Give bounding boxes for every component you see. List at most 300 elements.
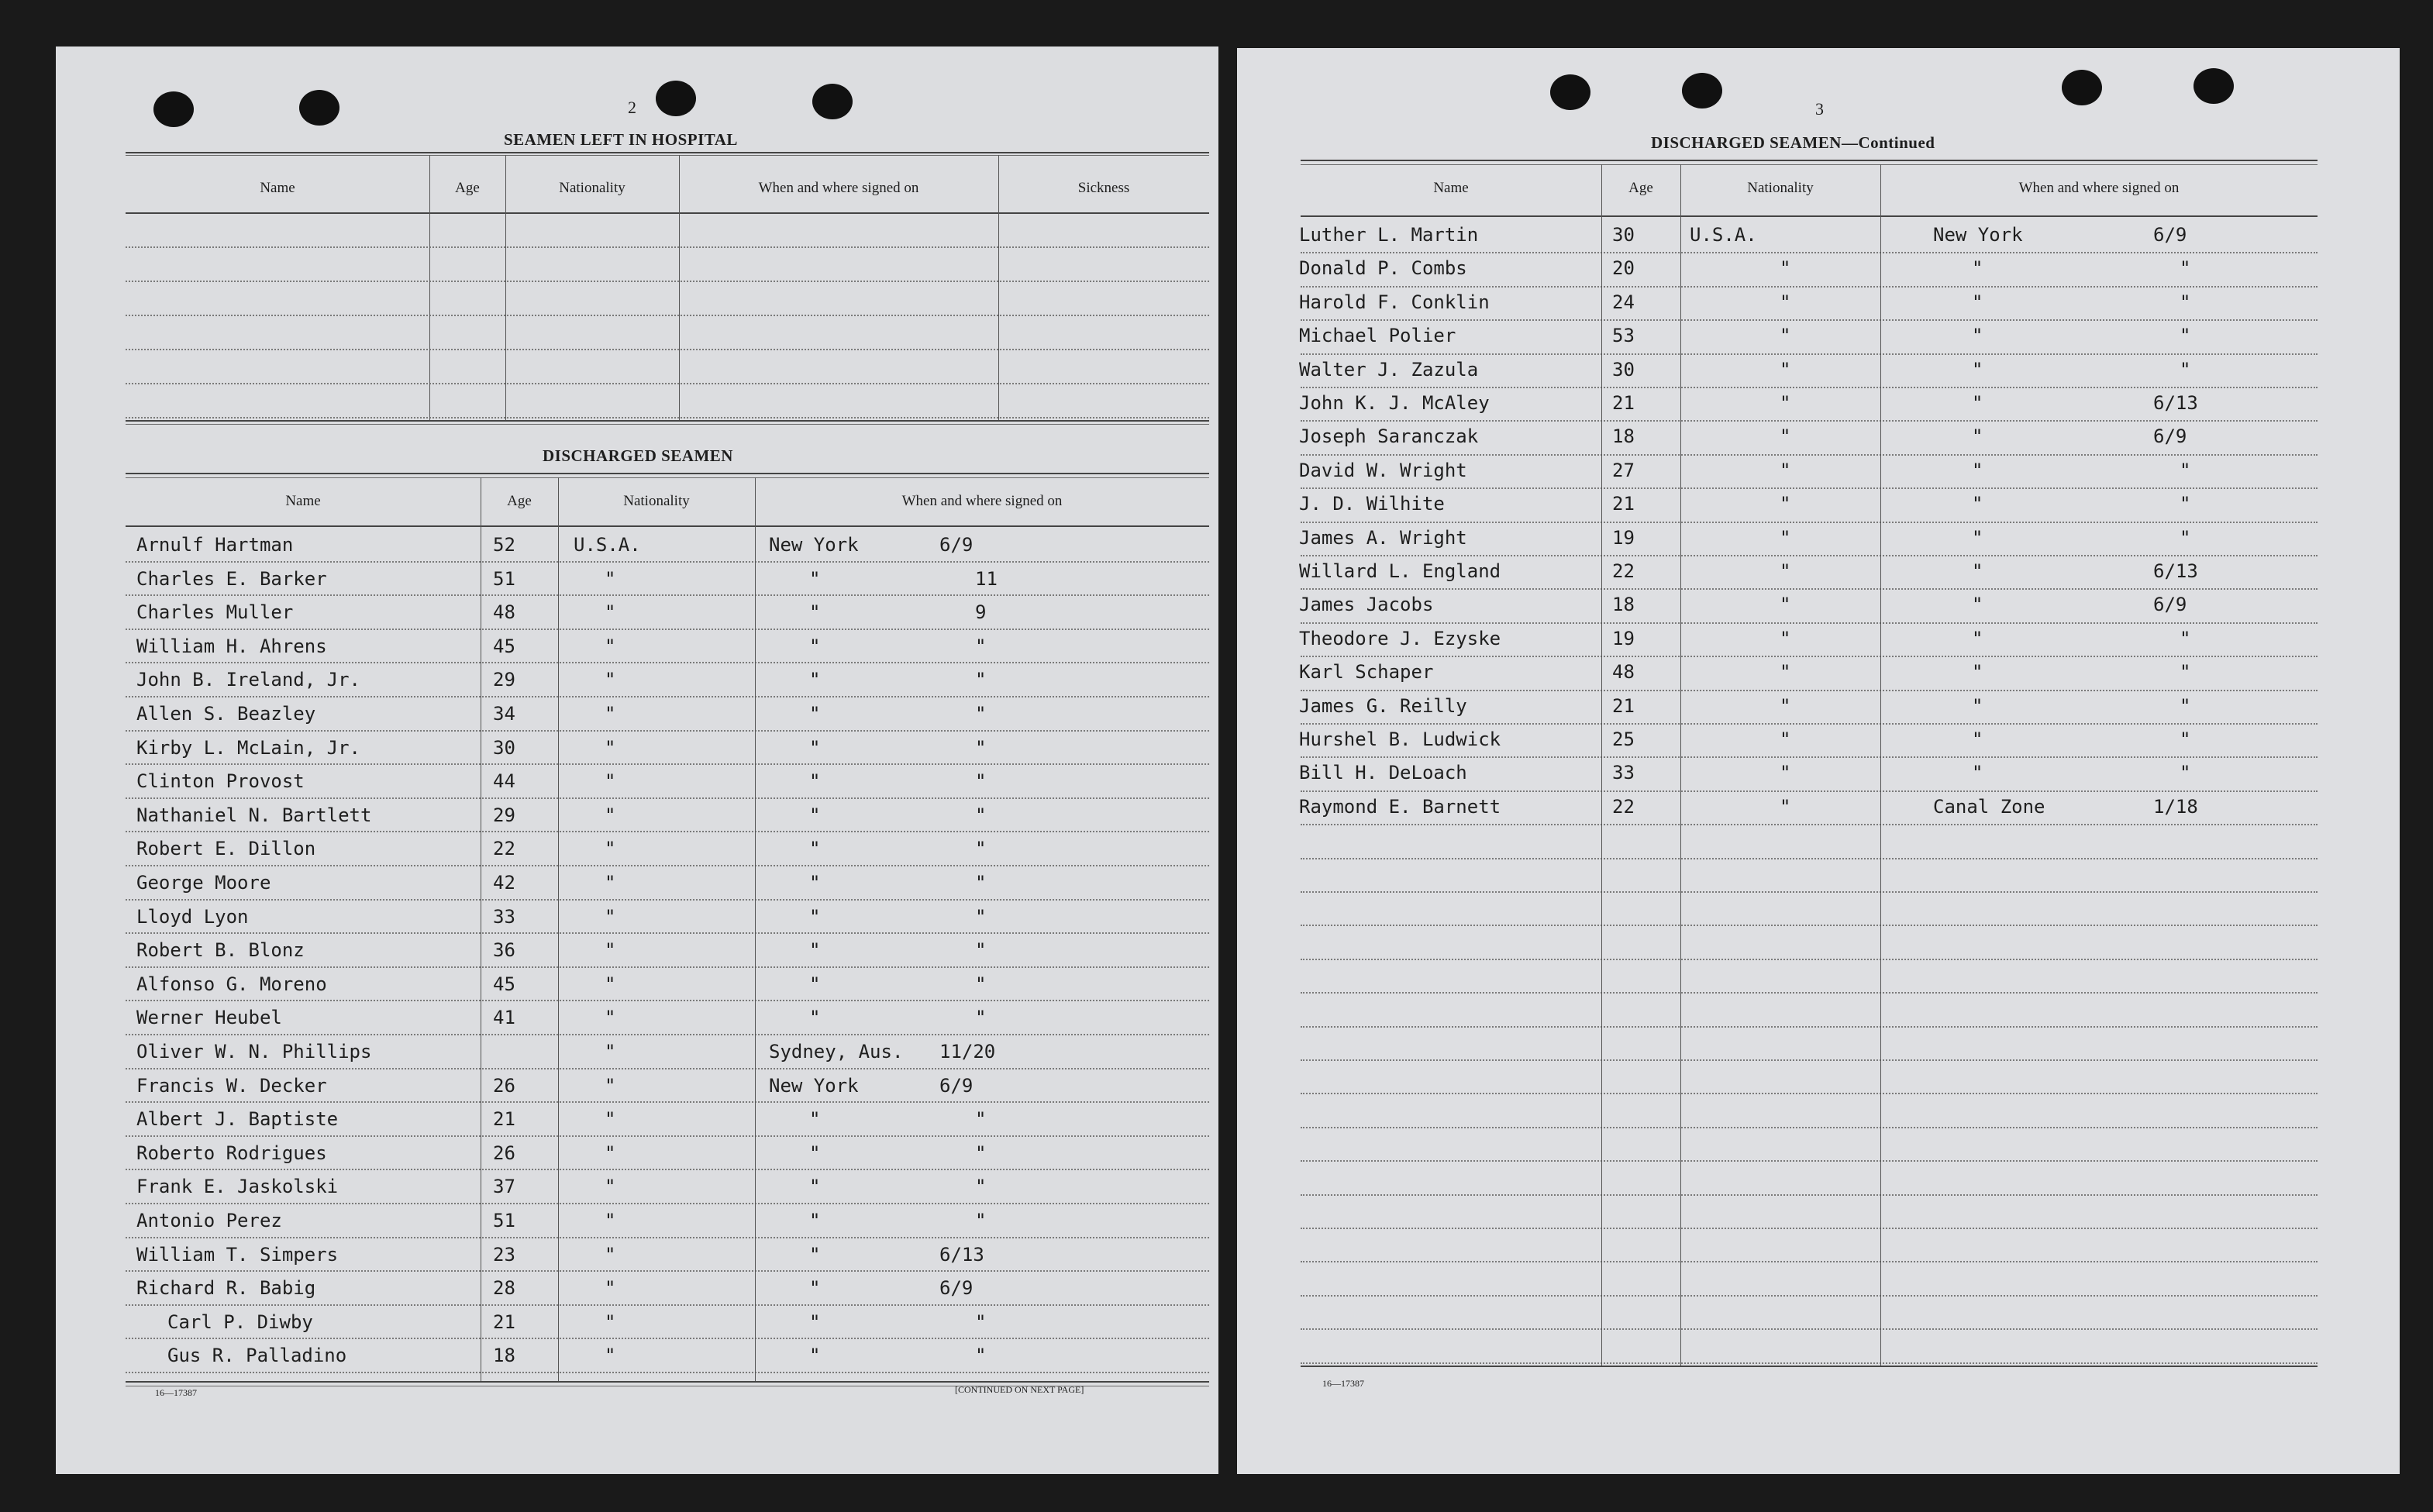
row-divider bbox=[1301, 824, 2318, 825]
signed-on-place: " bbox=[809, 973, 821, 995]
signed-on-date: " bbox=[2180, 358, 2191, 381]
row-divider bbox=[126, 1101, 1209, 1103]
punch-hole bbox=[299, 90, 339, 126]
signed-on-place: " bbox=[809, 1311, 821, 1333]
signed-on-place: " bbox=[809, 1210, 821, 1231]
seaman-nationality: U.S.A. bbox=[574, 534, 641, 556]
row-divider bbox=[126, 1169, 1209, 1170]
row-divider bbox=[126, 899, 1209, 901]
signed-on-date: " bbox=[975, 973, 987, 995]
row-divider bbox=[126, 315, 1209, 316]
signed-on-date: " bbox=[975, 770, 987, 793]
form-number: 16—17387 bbox=[155, 1387, 197, 1398]
row-divider bbox=[126, 1304, 1209, 1306]
seaman-age: 48 bbox=[493, 601, 515, 624]
signed-on-date: " bbox=[2180, 291, 2191, 313]
column-header: Age bbox=[507, 493, 532, 509]
seaman-name: Gus R. Palladino bbox=[167, 1345, 347, 1367]
row-divider bbox=[126, 1203, 1209, 1204]
signed-on-place: " bbox=[809, 939, 821, 962]
signed-on-place: New York bbox=[1933, 224, 2023, 246]
seaman-age: 26 bbox=[493, 1142, 515, 1164]
column-header: Name bbox=[1433, 180, 1469, 196]
seaman-name: Hurshel B. Ludwick bbox=[1299, 728, 1501, 750]
row-divider bbox=[126, 1000, 1209, 1001]
signed-on-place: " bbox=[809, 1007, 821, 1029]
continued-note: [CONTINUED ON NEXT PAGE] bbox=[955, 1384, 1084, 1395]
seaman-nationality: " bbox=[605, 770, 616, 793]
row-divider bbox=[1301, 959, 2318, 960]
row-divider bbox=[126, 561, 1209, 563]
seaman-nationality: " bbox=[1780, 661, 1791, 684]
row-divider bbox=[126, 594, 1209, 596]
seaman-name: William T. Simpers bbox=[136, 1243, 339, 1266]
row-divider bbox=[126, 932, 1209, 934]
seaman-age: 19 bbox=[1612, 526, 1635, 549]
signed-on-place: " bbox=[1972, 392, 1983, 414]
seaman-name: James Jacobs bbox=[1299, 594, 1434, 616]
seaman-age: 27 bbox=[1612, 459, 1635, 481]
seaman-age: 37 bbox=[493, 1176, 515, 1198]
seaman-nationality: " bbox=[605, 1243, 616, 1266]
seaman-age: 52 bbox=[493, 534, 515, 556]
row-divider bbox=[126, 1372, 1209, 1373]
column-divider bbox=[755, 477, 756, 1381]
seaman-nationality: " bbox=[605, 1176, 616, 1198]
seaman-nationality: " bbox=[1780, 392, 1791, 414]
seaman-name: Albert J. Baptiste bbox=[136, 1108, 339, 1131]
signed-on-date: " bbox=[975, 1007, 987, 1029]
signed-on-place: " bbox=[1972, 694, 1983, 717]
row-divider bbox=[1301, 454, 2318, 456]
column-header: When and where signed on bbox=[758, 180, 919, 196]
seaman-name: Harold F. Conklin bbox=[1299, 291, 1490, 313]
signed-on-place: " bbox=[809, 1108, 821, 1131]
signed-on-date: " bbox=[975, 1142, 987, 1164]
signed-on-date: " bbox=[975, 838, 987, 860]
column-divider bbox=[558, 477, 559, 1381]
seaman-nationality: " bbox=[605, 669, 616, 691]
row-divider bbox=[1301, 1160, 2318, 1162]
seaman-nationality: " bbox=[605, 1074, 616, 1097]
signed-on-place: " bbox=[809, 905, 821, 928]
signed-on-date: 6/13 bbox=[2153, 560, 2198, 582]
signed-on-date: 6/9 bbox=[939, 1277, 974, 1300]
row-divider bbox=[1301, 1295, 2318, 1297]
seaman-name: Kirby L. McLain, Jr. bbox=[136, 736, 360, 759]
seaman-nationality: " bbox=[605, 1142, 616, 1164]
signed-on-date: 1/18 bbox=[2153, 795, 2198, 818]
row-divider bbox=[1301, 555, 2318, 556]
row-divider bbox=[126, 1338, 1209, 1339]
seaman-nationality: " bbox=[605, 736, 616, 759]
row-divider bbox=[1301, 656, 2318, 657]
signed-on-place: " bbox=[809, 1277, 821, 1300]
signed-on-place: " bbox=[1972, 459, 1983, 481]
seaman-name: David W. Wright bbox=[1299, 459, 1467, 481]
seaman-age: 25 bbox=[1612, 728, 1635, 750]
seaman-age: 21 bbox=[493, 1108, 515, 1131]
seaman-name: James G. Reilly bbox=[1299, 694, 1467, 717]
seaman-nationality: " bbox=[1780, 257, 1791, 280]
seaman-age: 21 bbox=[1612, 392, 1635, 414]
seaman-nationality: " bbox=[1780, 627, 1791, 649]
signed-on-date: " bbox=[975, 905, 987, 928]
signed-on-date: " bbox=[2180, 661, 2191, 684]
row-divider bbox=[1301, 690, 2318, 691]
signed-on-place: " bbox=[1972, 325, 1983, 347]
seaman-nationality: " bbox=[1780, 291, 1791, 313]
signed-on-place: " bbox=[809, 804, 821, 826]
seaman-nationality: " bbox=[1780, 694, 1791, 717]
signed-on-date: " bbox=[2180, 493, 2191, 515]
row-divider bbox=[1301, 622, 2318, 624]
column-divider bbox=[1880, 164, 1881, 1366]
signed-on-place: " bbox=[1972, 661, 1983, 684]
row-divider bbox=[126, 696, 1209, 697]
signed-on-date: " bbox=[975, 736, 987, 759]
column-header: Name bbox=[285, 493, 321, 509]
row-divider bbox=[126, 246, 1209, 248]
signed-on-place: " bbox=[809, 669, 821, 691]
signed-on-place: New York bbox=[769, 534, 859, 556]
signed-on-place: Canal Zone bbox=[1933, 795, 2045, 818]
discharged-section-title: DISCHARGED SEAMEN bbox=[543, 446, 733, 465]
signed-on-date: 6/13 bbox=[939, 1243, 984, 1266]
signed-on-date: 6/9 bbox=[2153, 594, 2187, 616]
seaman-age: 45 bbox=[493, 973, 515, 995]
seaman-age: 30 bbox=[493, 736, 515, 759]
signed-on-place: " bbox=[1972, 257, 1983, 280]
row-divider bbox=[126, 797, 1209, 799]
seaman-age: 44 bbox=[493, 770, 515, 793]
column-divider bbox=[1601, 164, 1602, 1366]
seaman-nationality: " bbox=[1780, 560, 1791, 582]
row-divider bbox=[1301, 790, 2318, 792]
signed-on-place: " bbox=[809, 1142, 821, 1164]
signed-on-place: " bbox=[1972, 358, 1983, 381]
seaman-name: John K. J. McAley bbox=[1299, 392, 1490, 414]
seaman-name: Nathaniel N. Bartlett bbox=[136, 804, 372, 826]
seaman-nationality: " bbox=[605, 872, 616, 894]
seaman-name: Richard R. Babig bbox=[136, 1277, 316, 1300]
seaman-name: James A. Wright bbox=[1299, 526, 1467, 549]
row-divider bbox=[126, 831, 1209, 832]
column-divider bbox=[679, 155, 680, 420]
seaman-age: 48 bbox=[1612, 661, 1635, 684]
signed-on-date: " bbox=[975, 1108, 987, 1131]
column-header: Name bbox=[260, 180, 295, 196]
punch-hole bbox=[812, 84, 853, 119]
row-divider bbox=[1301, 319, 2318, 321]
seaman-age: 22 bbox=[1612, 795, 1635, 818]
seaman-name: John B. Ireland, Jr. bbox=[136, 669, 360, 691]
signed-on-date: 6/9 bbox=[939, 534, 974, 556]
seaman-name: Antonio Perez bbox=[136, 1210, 282, 1231]
right-page bbox=[1237, 48, 2400, 1474]
seaman-name: Oliver W. N. Phillips bbox=[136, 1041, 372, 1063]
seaman-name: Walter J. Zazula bbox=[1299, 358, 1479, 381]
signed-on-place: " bbox=[809, 1345, 821, 1367]
seaman-name: Roberto Rodrigues bbox=[136, 1142, 327, 1164]
row-divider bbox=[1301, 387, 2318, 388]
seaman-age: 42 bbox=[493, 872, 515, 894]
row-divider bbox=[126, 417, 1209, 418]
seaman-age: 33 bbox=[493, 905, 515, 928]
row-divider bbox=[126, 629, 1209, 630]
seaman-nationality: " bbox=[605, 703, 616, 725]
row-divider bbox=[1301, 1026, 2318, 1028]
seaman-nationality: " bbox=[1780, 325, 1791, 347]
seaman-name: Francis W. Decker bbox=[136, 1074, 327, 1097]
signed-on-date: " bbox=[2180, 728, 2191, 750]
seaman-nationality: " bbox=[605, 973, 616, 995]
column-header: Sickness bbox=[1077, 180, 1130, 196]
form-number: 16—17387 bbox=[1322, 1378, 1364, 1389]
row-divider bbox=[1301, 756, 2318, 758]
signed-on-date: 11 bbox=[975, 567, 998, 590]
seaman-age: 28 bbox=[493, 1277, 515, 1300]
seaman-age: 33 bbox=[1612, 762, 1635, 784]
seaman-age: 29 bbox=[493, 804, 515, 826]
row-divider bbox=[126, 1068, 1209, 1069]
signed-on-date: " bbox=[975, 1210, 987, 1231]
signed-on-place: " bbox=[809, 1176, 821, 1198]
seaman-nationality: " bbox=[605, 1108, 616, 1131]
seaman-name: Allen S. Beazley bbox=[136, 703, 316, 725]
seaman-nationality: " bbox=[1780, 526, 1791, 549]
signed-on-place: " bbox=[809, 736, 821, 759]
column-header: When and where signed on bbox=[901, 493, 1063, 509]
row-divider bbox=[126, 349, 1209, 350]
signed-on-date: " bbox=[975, 703, 987, 725]
signed-on-place: " bbox=[1972, 627, 1983, 649]
seaman-name: Frank E. Jaskolski bbox=[136, 1176, 339, 1198]
signed-on-place: " bbox=[1972, 762, 1983, 784]
signed-on-date: " bbox=[975, 804, 987, 826]
seaman-name: Robert E. Dillon bbox=[136, 838, 316, 860]
row-divider bbox=[126, 383, 1209, 384]
seaman-age: 53 bbox=[1612, 325, 1635, 347]
column-divider bbox=[429, 155, 430, 420]
seaman-nationality: " bbox=[605, 838, 616, 860]
seaman-nationality: " bbox=[1780, 728, 1791, 750]
hospital-section-title: SEAMEN LEFT IN HOSPITAL bbox=[504, 130, 738, 149]
seaman-name: Lloyd Lyon bbox=[136, 905, 249, 928]
seaman-nationality: " bbox=[1780, 762, 1791, 784]
seaman-nationality: " bbox=[1780, 425, 1791, 448]
row-divider bbox=[1301, 992, 2318, 994]
signed-on-place: " bbox=[809, 1243, 821, 1266]
row-divider bbox=[126, 281, 1209, 282]
punch-hole bbox=[2062, 70, 2102, 105]
punch-hole bbox=[2193, 68, 2234, 104]
seaman-nationality: " bbox=[1780, 594, 1791, 616]
seaman-age: 22 bbox=[493, 838, 515, 860]
signed-on-place: " bbox=[809, 770, 821, 793]
signed-on-place: " bbox=[1972, 526, 1983, 549]
row-divider bbox=[126, 763, 1209, 765]
signed-on-date: 6/13 bbox=[2153, 392, 2198, 414]
row-divider bbox=[126, 865, 1209, 866]
seaman-name: Clinton Provost bbox=[136, 770, 305, 793]
row-divider bbox=[1301, 1093, 2318, 1094]
seaman-age: 36 bbox=[493, 939, 515, 962]
seaman-age: 21 bbox=[493, 1311, 515, 1333]
signed-on-place: " bbox=[809, 703, 821, 725]
seaman-name: Luther L. Martin bbox=[1299, 224, 1479, 246]
column-header: When and where signed on bbox=[2018, 180, 2180, 196]
signed-on-place: " bbox=[1972, 291, 1983, 313]
signed-on-place: " bbox=[809, 601, 821, 624]
row-divider bbox=[1301, 1059, 2318, 1061]
seaman-name: Theodore J. Ezyske bbox=[1299, 627, 1501, 649]
column-divider bbox=[1680, 164, 1681, 1366]
seaman-nationality: " bbox=[605, 567, 616, 590]
signed-on-date: " bbox=[975, 1311, 987, 1333]
seaman-name: William H. Ahrens bbox=[136, 635, 327, 657]
signed-on-date: 11/20 bbox=[939, 1041, 996, 1063]
column-header: Nationality bbox=[623, 493, 690, 509]
row-divider bbox=[1301, 522, 2318, 523]
row-divider bbox=[126, 730, 1209, 732]
seaman-nationality: " bbox=[605, 1210, 616, 1231]
punch-hole bbox=[153, 91, 194, 127]
punch-hole bbox=[1682, 73, 1722, 108]
signed-on-place: " bbox=[1972, 728, 1983, 750]
row-divider bbox=[1301, 1127, 2318, 1128]
signed-on-place: " bbox=[809, 567, 821, 590]
row-divider bbox=[1301, 353, 2318, 355]
seaman-name: Charles E. Barker bbox=[136, 567, 327, 590]
signed-on-date: " bbox=[975, 669, 987, 691]
seaman-nationality: " bbox=[605, 1345, 616, 1367]
signed-on-date: " bbox=[2180, 257, 2191, 280]
seaman-nationality: " bbox=[605, 601, 616, 624]
column-header: Age bbox=[455, 180, 480, 196]
row-divider bbox=[1301, 420, 2318, 422]
seaman-nationality: " bbox=[605, 1311, 616, 1333]
column-header: Nationality bbox=[1747, 180, 1814, 196]
seaman-age: 19 bbox=[1612, 627, 1635, 649]
seaman-age: 22 bbox=[1612, 560, 1635, 582]
column-header: Nationality bbox=[559, 180, 625, 196]
seaman-age: 20 bbox=[1612, 257, 1635, 280]
seaman-nationality: " bbox=[605, 939, 616, 962]
seaman-age: 30 bbox=[1612, 358, 1635, 381]
row-divider bbox=[126, 1135, 1209, 1137]
seaman-name: Joseph Saranczak bbox=[1299, 425, 1479, 448]
seaman-nationality: " bbox=[605, 804, 616, 826]
seaman-nationality: U.S.A. bbox=[1690, 224, 1757, 246]
seaman-name: Arnulf Hartman bbox=[136, 534, 294, 556]
seaman-age: 24 bbox=[1612, 291, 1635, 313]
seaman-age: 34 bbox=[493, 703, 515, 725]
seaman-age: 18 bbox=[1612, 425, 1635, 448]
seaman-name: J. D. Wilhite bbox=[1299, 493, 1445, 515]
seaman-nationality: " bbox=[1780, 459, 1791, 481]
seaman-nationality: " bbox=[605, 905, 616, 928]
row-divider bbox=[1301, 286, 2318, 288]
row-divider bbox=[1301, 1261, 2318, 1262]
page-number: 2 bbox=[628, 98, 636, 117]
signed-on-date: " bbox=[975, 635, 987, 657]
seaman-age: 45 bbox=[493, 635, 515, 657]
seaman-name: Donald P. Combs bbox=[1299, 257, 1467, 280]
signed-on-date: 6/9 bbox=[2153, 425, 2187, 448]
punch-hole bbox=[656, 81, 696, 116]
signed-on-date: " bbox=[2180, 694, 2191, 717]
row-divider bbox=[1301, 1228, 2318, 1229]
signed-on-place: " bbox=[809, 635, 821, 657]
seaman-nationality: " bbox=[1780, 358, 1791, 381]
seaman-nationality: " bbox=[1780, 493, 1791, 515]
row-divider bbox=[126, 1237, 1209, 1238]
seaman-nationality: " bbox=[1780, 795, 1791, 818]
signed-on-date: " bbox=[975, 1176, 987, 1198]
seaman-name: Karl Schaper bbox=[1299, 661, 1434, 684]
signed-on-place: " bbox=[1972, 594, 1983, 616]
row-divider bbox=[1301, 723, 2318, 725]
row-divider bbox=[1301, 858, 2318, 859]
signed-on-place: " bbox=[809, 838, 821, 860]
column-header: Age bbox=[1628, 180, 1653, 196]
signed-on-place: " bbox=[1972, 560, 1983, 582]
signed-on-date: " bbox=[975, 1345, 987, 1367]
left-page bbox=[56, 46, 1218, 1474]
row-divider bbox=[126, 662, 1209, 663]
row-divider bbox=[1301, 487, 2318, 489]
row-divider bbox=[126, 966, 1209, 968]
seaman-age: 51 bbox=[493, 1210, 515, 1231]
seaman-age: 30 bbox=[1612, 224, 1635, 246]
row-divider bbox=[1301, 925, 2318, 926]
seaman-age: 29 bbox=[493, 669, 515, 691]
seaman-age: 21 bbox=[1612, 694, 1635, 717]
seaman-nationality: " bbox=[605, 635, 616, 657]
seaman-age: 18 bbox=[1612, 594, 1635, 616]
seaman-name: Bill H. DeLoach bbox=[1299, 762, 1467, 784]
column-divider bbox=[505, 155, 506, 420]
signed-on-date: " bbox=[975, 872, 987, 894]
column-divider bbox=[998, 155, 999, 420]
seaman-age: 51 bbox=[493, 567, 515, 590]
seaman-name: Raymond E. Barnett bbox=[1299, 795, 1501, 818]
row-divider bbox=[126, 1270, 1209, 1272]
seaman-name: George Moore bbox=[136, 872, 271, 894]
signed-on-date: " bbox=[2180, 762, 2191, 784]
seaman-age: 26 bbox=[493, 1074, 515, 1097]
punch-hole bbox=[1550, 74, 1590, 110]
signed-on-date: 6/9 bbox=[2153, 224, 2187, 246]
seaman-age: 21 bbox=[1612, 493, 1635, 515]
row-divider bbox=[126, 1034, 1209, 1035]
page-title: DISCHARGED SEAMEN—Continued bbox=[1651, 133, 1935, 152]
seaman-name: Robert B. Blonz bbox=[136, 939, 305, 962]
seaman-name: Willard L. England bbox=[1299, 560, 1501, 582]
seaman-nationality: " bbox=[605, 1277, 616, 1300]
signed-on-place: Sydney, Aus. bbox=[769, 1041, 904, 1063]
row-divider bbox=[1301, 1194, 2318, 1196]
seaman-age: 23 bbox=[493, 1243, 515, 1266]
row-divider bbox=[1301, 252, 2318, 253]
signed-on-date: " bbox=[2180, 627, 2191, 649]
seaman-age: 18 bbox=[493, 1345, 515, 1367]
signed-on-date: " bbox=[975, 939, 987, 962]
row-divider bbox=[1301, 1328, 2318, 1330]
signed-on-place: " bbox=[1972, 493, 1983, 515]
seaman-age: 41 bbox=[493, 1007, 515, 1029]
